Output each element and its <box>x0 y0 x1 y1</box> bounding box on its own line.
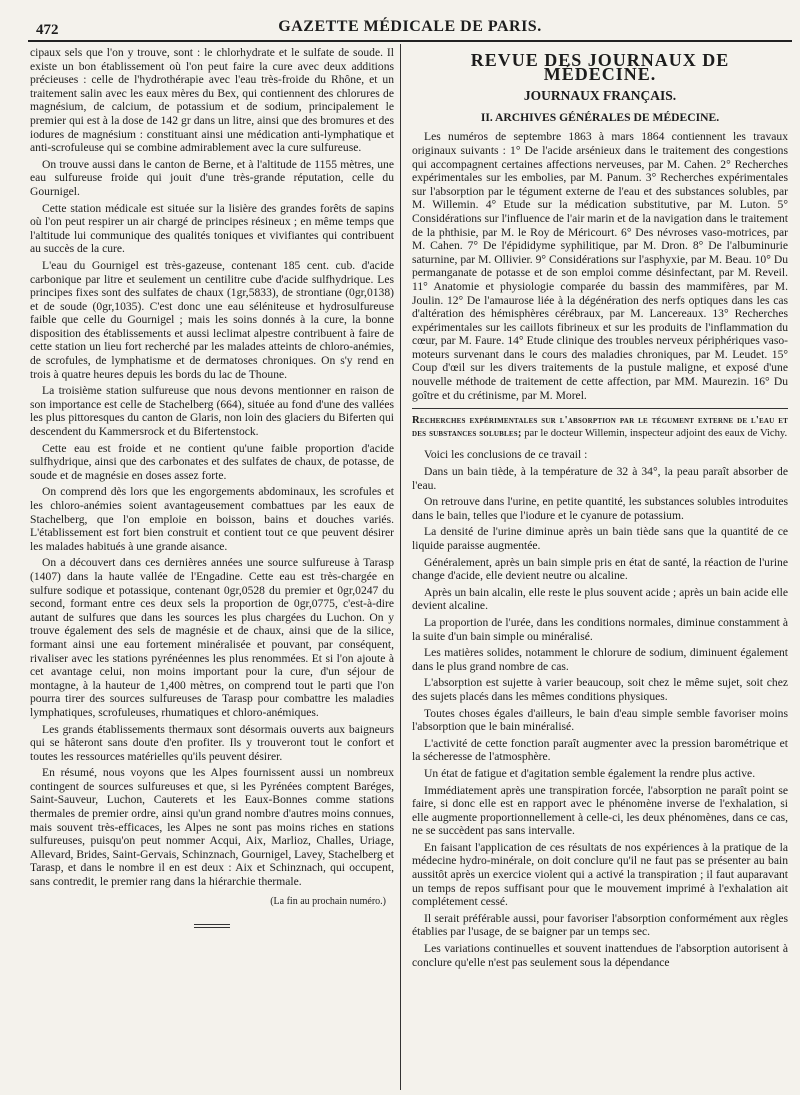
review-title: REVUE DES JOURNAUX DE MÉDECINE. <box>470 50 730 84</box>
running-title: GAZETTE MÉDICALE DE PARIS. <box>278 18 542 35</box>
paragraph: Généralement, après un bain simple pris en état de santé, la réaction de l'urine change d'acide, elle devient neutre ou alcaline. <box>412 555 788 583</box>
paragraph: Après un bain alcalin, elle reste le plus souvent acide ; après un bain acide elle devient alcaline. <box>412 585 788 613</box>
left-column <box>30 46 394 1086</box>
article-heading <box>412 415 788 440</box>
continuation-note: (La fin au prochain numéro.) <box>270 895 386 907</box>
paragraph: La densité de l'urine diminue après un bain tiède sans que la quantité de ce liquide paraisse augmentée. <box>412 525 788 552</box>
page-number: 472 <box>36 22 59 38</box>
paragraph: Cette station médicale est située sur la lisière des grandes forêts de sapins où l'on peut respirer un air chargé de principes résineux ; en même temps que l'altitude lui communique des qualités toniques et vivifiantes qui contribuent au succès de la cure. <box>30 201 394 256</box>
paragraph: Il serait préférable aussi, pour favoriser l'absorption conformément aux règles établies par l'usage, de se baigner par un temps sec. <box>412 911 788 939</box>
paragraph: cipaux sels que l'on y trouve, sont : le chlorhydrate et le sulfate de soude. Il existe un bon établissement où l'on peut faire la cure avec deux additions précieuses : celle de l'hydrothérapie avec l'eau très-froide du Rhône, et un traitement salin avec les eaux mères du Bex, qui contiennent des chlorures de magnésium, de calcium, de potassium et de sodium, principalement le premier qui est à la dose de 142 gr dans un litre, ainsi que des bromures et des iodures de magnésium : constituant ainsi une médication anti-lymphatique et anti-scrofuleuse qui se combine admirablement avec la cure sulfureuse. <box>30 46 394 155</box>
paragraph: L'activité de cette fonction paraît augmenter avec la pression barométrique et la sécheresse de l'atmosphère. <box>412 736 788 764</box>
paragraph: Cette eau est froide et ne contient qu'une faible proportion d'acide sulfhydrique, ainsi que des carbonates et des sulfates de chaux, de potasse, de soude et de magnésie en doses assez forte. <box>30 441 394 482</box>
page-header <box>28 14 792 42</box>
section-heading: II. ARCHIVES GÉNÉRALES DE MÉDECINE. <box>480 110 720 124</box>
paragraph: En résumé, nous voyons que les Alpes fournissent aussi un nombreux contingent de sources sulfureuses et que, si les Pyrénées comptent Baréges, Saint-Sauveur, Luchon, Cauterets et les Eaux-Bonnes comme stations thermales de premier ordre, ainsi qu'un grand nombre d'autres moins connues, mais souvent très-efficaces, les Alpes ne sont pas moins riches en stations sulfureuses, puisqu'on peut nommer Acqui, Aix, Marlioz, Challes, Uriage, Allevard, Brides, Saint-Gervais, Schinznach, Gournigel, Lavey, Stachelberg et Tarasp, et dans le nombre il en est deux : Aix et Schinznach, qui occupent, sans contredit, le premier rang dans la hiérarchie thermale. <box>30 766 394 889</box>
paragraph: La troisième station sulfureuse que nous devons mentionner en raison de son importance est celle de Stachelberg (664), située au fond d'une des vallées les plus pittoresques du canton de Glaris, non loin des glaciers du Biferten qui descendent du Kammersrock et du Bifertenstock. <box>30 384 394 439</box>
paragraph: Les grands établissements thermaux sont désormais ouverts aux baigneurs qui se hâteront sans doute d'en profiter. Ils y trouveront tout le confort et toutes les ressources matérielles qu'ils peuvent désirer. <box>30 722 394 763</box>
paragraph: L'eau du Gournigel est très-gazeuse, contenant 185 cent. cub. d'acide carbonique par litre et seulement un centilitre cube d'acide sulfhydrique. Les principes fixes sont des sulfates de chaux (1gr,5833), de strontiane (0gr,0138) et de soude (0gr,1035). C'est donc une eau séléniteuse et hydrosulfureuse faible que celle du Gournigel ; mais les soins donnés à la cure, la bonne disposition des établissements et aussi leclimat alpestre contribuent à faire de cette station un lieu fort recherché par les malades atteints de chloro-anémies, de scrofules, de lymphatisme et de dermatoses chroniques. On s'y rend en trois à quatre heures depuis les bords du lac de Thoune. <box>30 258 394 381</box>
section-rule <box>412 408 788 409</box>
paragraph: On a découvert dans ces dernières années une source sulfureuse à Tarasp (1407) dans la haute vallée de l'Engadine. Cette eau est très-chargée en sulfure sodique et potassique, contenant 0gr,0528 du premier et 0gr,0247 du second, formant entre ces deux sels la proportion de 0gr,0775, c'est-à-dire autant de sulfures que dans les sources les plus chargées du Luchon. On y trouve également des sels de magnésie et de chaux, ainsi que de la silice, formant ainsi une eau fortement minéralisée et pouvant, par conséquent, rivaliser avec les stations pyrénéennes les plus renommées. Et si l'on ajoute à cet avantage celui, non moins important pour la cure, d'un séjour de montagne, à la hauteur de 1,400 mètres, on comprend tout le parti que l'on pourra tirer des sources sulfureuses de Tarasp pour combattre les maladies lymphatiques, scrofuleuses, rhumatiques et chloro-anémiques. <box>30 556 394 719</box>
review-subtitle: JOURNAUX FRANÇAIS. <box>523 88 677 104</box>
paragraph: Toutes choses égales d'ailleurs, le bain d'eau simple semble favoriser moins l'absorption que le bain minéralisé. <box>412 706 788 734</box>
paragraph: On retrouve dans l'urine, en petite quantité, les substances solubles introduites dans le bain, telles que l'iodure et le cyanure de potassium. <box>412 495 788 522</box>
right-column <box>412 46 788 1086</box>
paragraph: Un état de fatigue et d'agitation semble également la rendre plus active. <box>424 766 756 780</box>
paragraph: Dans un bain tiède, à la température de 32 à 34°, la peau paraît absorber de l'eau. <box>412 465 788 492</box>
paragraph: Immédiatement après une transpiration forcée, l'absorption ne paraît point se faire, si donc elle est en rapport avec le phénomène inverse de l'exhalation, si elle augmente proportionnellement à celle-ci, les deux phénomènes, dans ce cas, ne se succèdent pas sans intervalle. <box>412 783 788 838</box>
article-author: par le docteur Willemin, inspecteur adjoint des eaux de Vichy. <box>524 427 788 439</box>
end-rule <box>194 924 230 928</box>
paragraph: En faisant l'application de ces résultats de nos expériences à la pratique de la médecine hydro-minérale, on doit conclure qu'il ne faut pas se présenter au bain aussitôt après un exercice violent qui a activé la transpiration ; il faut auparavant un temps de repos suffisant pour que le mouvement imprimé à l'exhalation ait complétement cessé. <box>412 840 788 909</box>
paragraph: L'absorption est sujette à varier beaucoup, soit chez le même sujet, soit chez des sujets placés dans les mêmes conditions physiques. <box>412 676 788 703</box>
paragraph: La proportion de l'urée, dans les conditions normales, diminue constamment à la suite d'un bain simple ou minéralisé. <box>412 615 788 643</box>
paragraph: On trouve aussi dans le canton de Berne, et à l'altitude de 1155 mètres, une eau sulfureuse froide qui jouit d'une très-grande réputation, celle du Gournigel. <box>30 157 394 198</box>
summary-paragraph: Les numéros de septembre 1863 à mars 1864 contiennent les travaux originaux suivants : 1° De l'acide arsénieux dans le traitement des congestions qui accompagnent certaines affections nerveuses, par M. Cahen. 2° Recherches expérimentales sur les embolies, par M. Panum. 3° Recherches expérimentales sur l'absorption par le tégument externe de l'eau et des substances solubles, par M. Willemin. 4° Etude sur la médication substitutive, par M. Luton. 5° Considérations sur l'influence de l'air marin et de la navigation dans le traitement de la phthisie, par M. le Roy de Méricourt. 6° Des névroses vaso-motrices, par M. Cahen. 7° De l'épididyme syphilitique, par M. Dron. 8° De l'albuminurie saturnine, par M. Ollivier. 9° Considérations sur l'asphyxie, par M. Beau. 10° Du permanganate de potasse et de son emploi comme désinfectant, par M. Reveil. 11° Anatomie et physiologie comparée du bassin des mammifères, par M. Joulin. 12° De l'amaurose liée à la dégénération des nerfs optiques dans les cas d'altération des hémisphères cérébraux, par M. Lancereaux. 13° Recherches expérimentales sur les caillots fibrineux et sur les produits de l'inflammation du cœur, par M. Faure. 14° Etude clinique des troubles nerveux périphériques vaso-moteurs survenant dans le cours des maladies chroniques, par M. Leudet. 15° Coup d'œil sur les divers traitements de la pustule maligne, et exposé d'une nouvelle méthode de traitement de cette affection, par MM. Maurezin. 16° Du goître et du crétinisme, par M. Morel. <box>412 130 788 402</box>
paragraph: Les matières solides, notamment le chlorure de sodium, diminuent également dans le plus grand nombre de cas. <box>412 646 788 673</box>
paragraph: On comprend dès lors que les engorgements abdominaux, les scrofules et les chloro-anémies soient avantageusement combattues par les eaux de Stachelberg, que l'on emploie en boisson, bains et douches variés. L'établissement est fort bien construit et contient tout ce que peuvent désirer les malades habitués à une grande aisance. <box>30 485 394 553</box>
paragraph: Voici les conclusions de ce travail : <box>424 448 588 462</box>
paragraph: Les variations continuelles et souvent inattendues de l'absorption autorisent à conclure qu'elle n'est pas seulement sous la dépendance <box>412 942 788 969</box>
article-title: Recherches expérimentales sur l'absorption par le tégument externe de l'eau et des substances solubles; <box>412 415 788 439</box>
column-divider <box>400 44 401 1090</box>
